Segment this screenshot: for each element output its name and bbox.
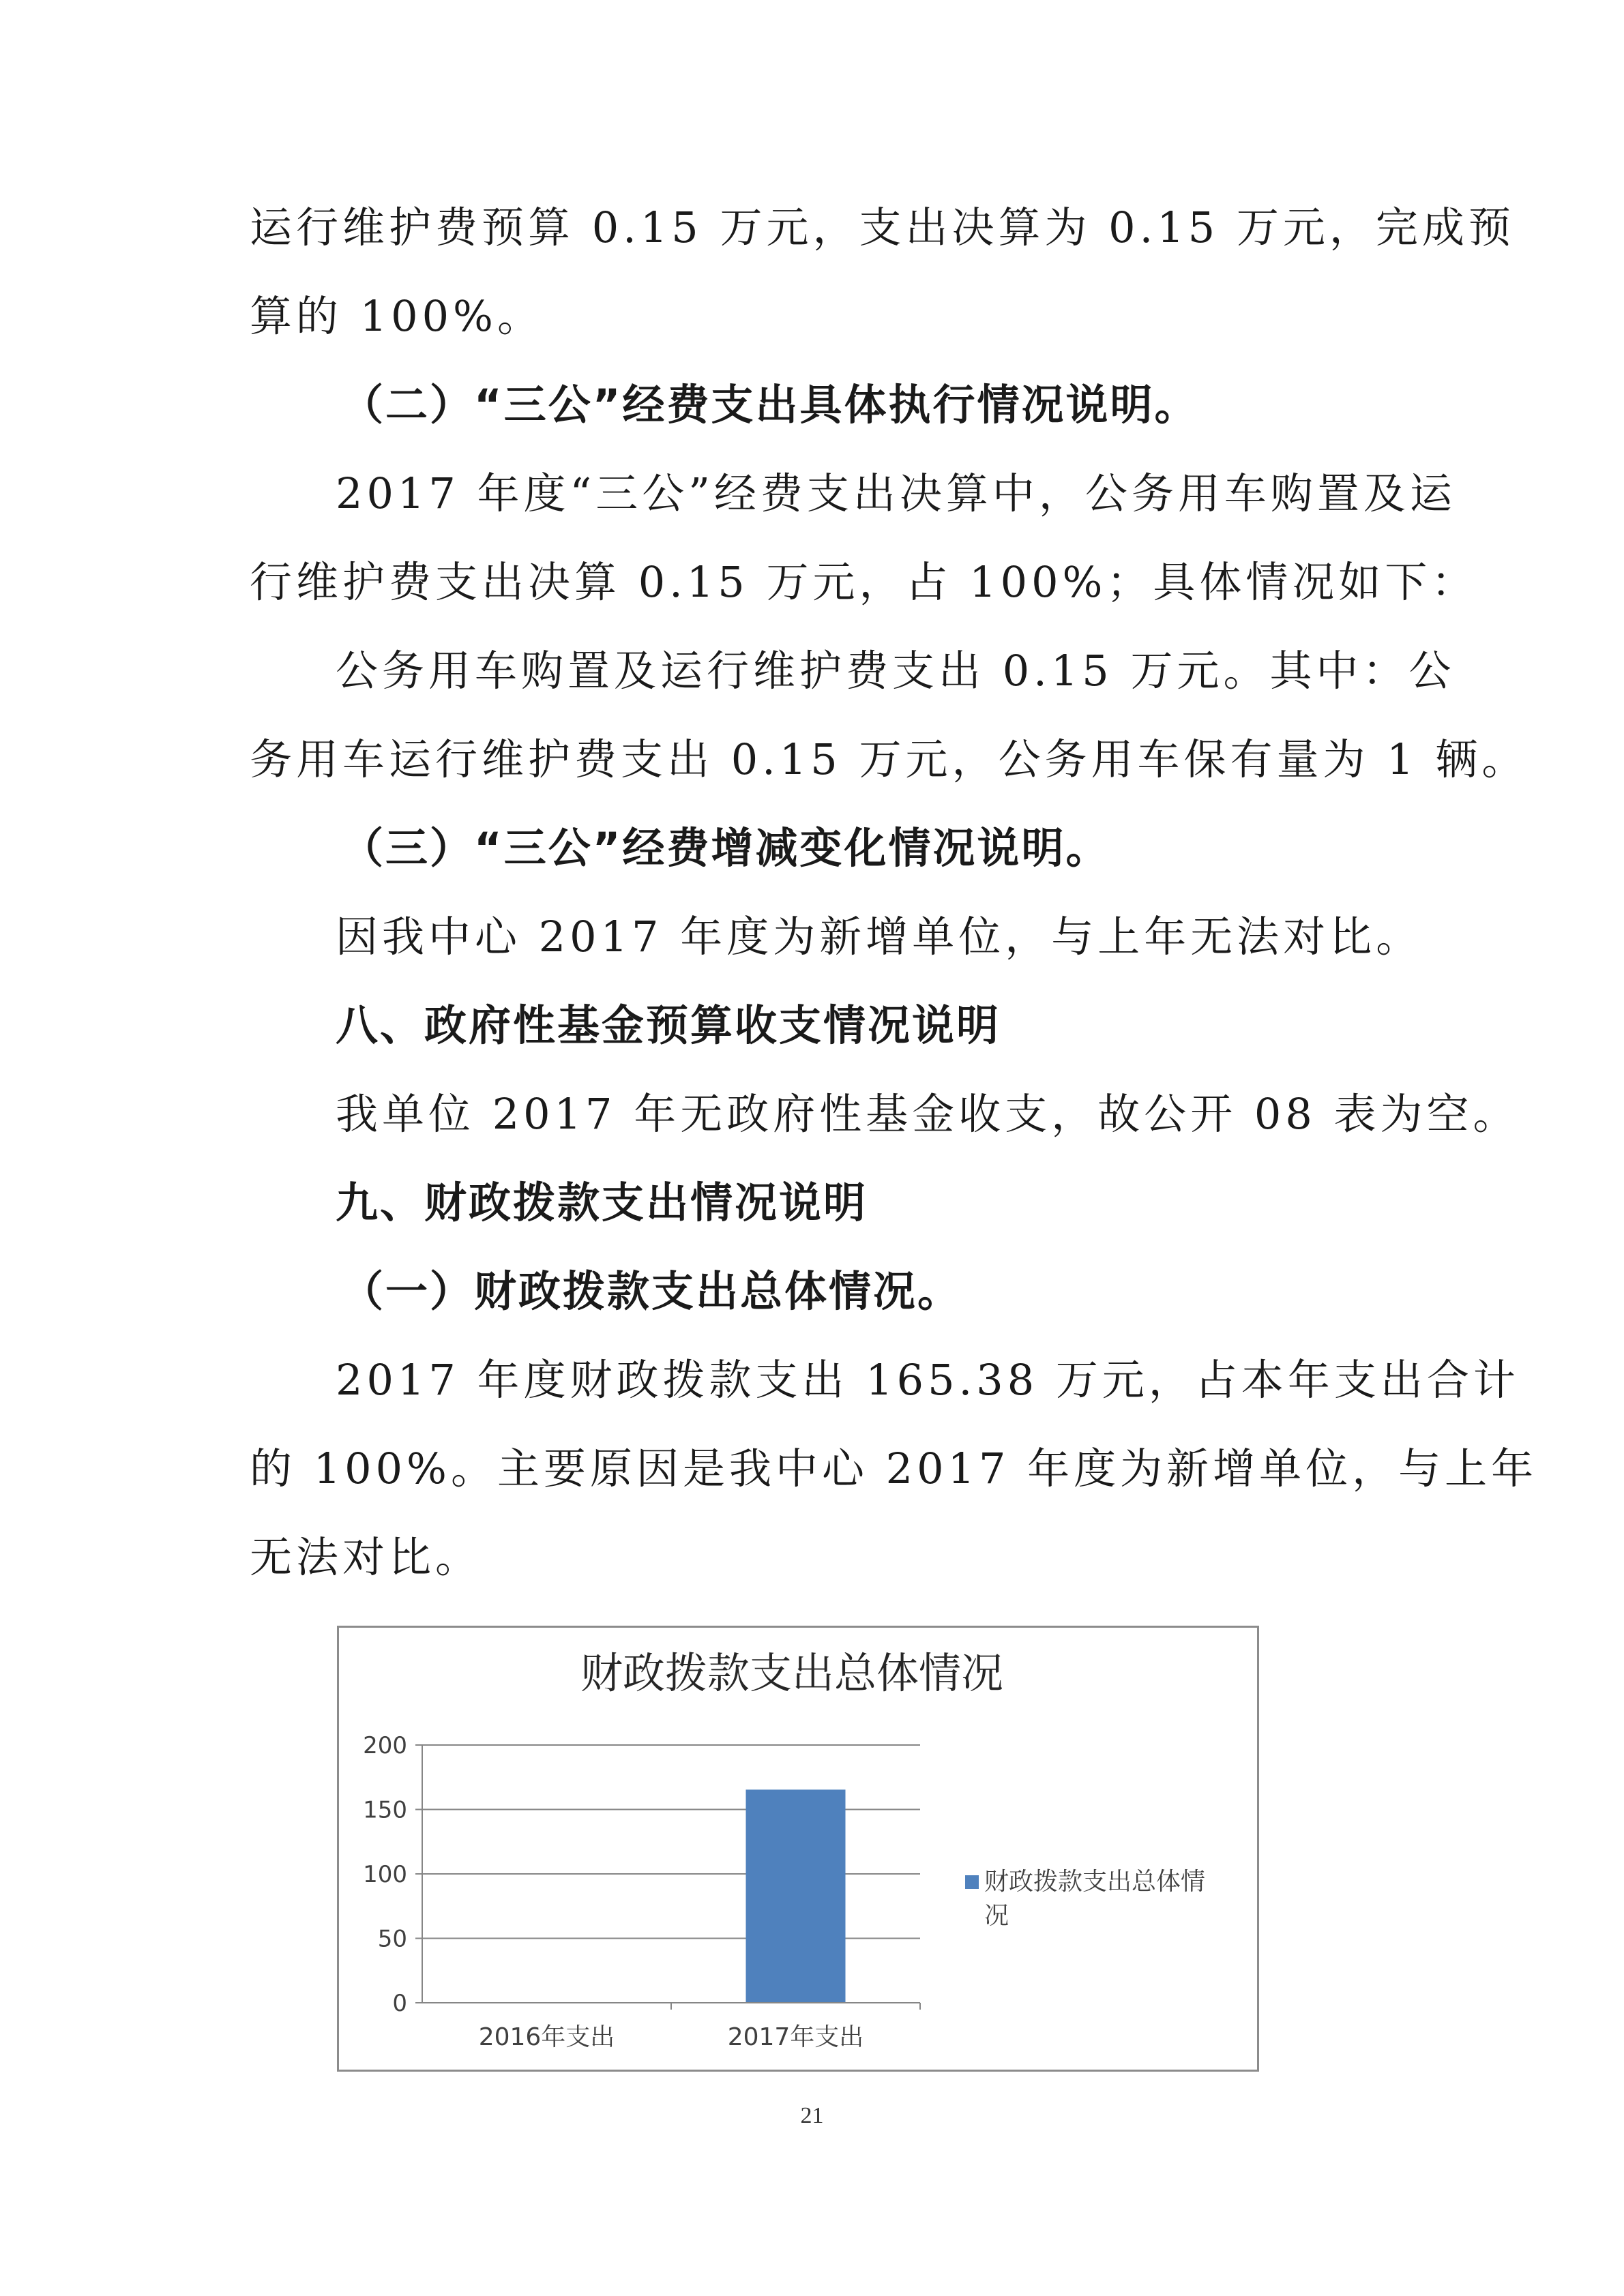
paragraph-line: 2017 年度“三公”经费支出决算中，公务用车购置及运 [336,468,1456,518]
legend-label: 财政拨款支出总体情 [984,1868,1206,1896]
y-tick-label: 50 [377,1925,407,1953]
legend-label: 况 [984,1902,1009,1930]
y-tick-label: 0 [392,1990,407,2017]
section-heading-2: （二）“三公”经费支出具体执行情况说明。 [341,380,1199,430]
chart-canvas [339,1628,1257,2070]
paragraph-line: 我单位 2017 年无政府性基金收支，故公开 08 表为空。 [336,1089,1520,1139]
paragraph-line: 2017 年度财政拨款支出 165.38 万元，占本年支出合计 [336,1355,1520,1405]
page-number: 21 [800,2103,824,2128]
paragraph-line: 务用车运行维护费支出 0.15 万元，公务用车保有量为 1 辆。 [250,734,1529,784]
section-heading-9-1: （一）财政拨款支出总体情况。 [341,1266,962,1316]
bar-layer [746,1789,846,2003]
y-tick-label: 150 [363,1796,407,1824]
chart-title: 财政拨款支出总体情况 [580,1648,1004,1698]
x-tick-label: 2016年支出 [478,2023,615,2051]
paragraph-line: 行维护费支出决算 0.15 万元，占 100%；具体情况如下： [250,557,1478,607]
bar [746,1789,846,2003]
legend-swatch [965,1875,979,1889]
section-heading-9: 九、财政拨款支出情况说明 [336,1178,868,1227]
paragraph-line: 因我中心 2017 年度为新增单位，与上年无法对比。 [336,912,1423,961]
paragraph-line: 公务用车购置及运行维护费支出 0.15 万元。其中：公 [336,646,1456,696]
bar-chart [337,1626,1259,2072]
x-tick-label: 2017年支出 [727,2023,864,2051]
paragraph-line: 的 100%。主要原因是我中心 2017 年度为新增单位，与上年 [250,1444,1538,1493]
y-tick-label: 200 [363,1732,407,1759]
paragraph-line: 算的 100%。 [250,291,544,341]
paragraph-line: 无法对比。 [250,1532,482,1582]
y-tick-label: 100 [363,1861,407,1888]
section-heading-8: 八、政府性基金预算收支情况说明 [336,1000,1001,1050]
paragraph-line: 运行维护费预算 0.15 万元，支出决算为 0.15 万元，完成预 [250,203,1515,252]
section-heading-3: （三）“三公”经费增减变化情况说明。 [341,823,1110,873]
legend [965,1868,1205,1930]
